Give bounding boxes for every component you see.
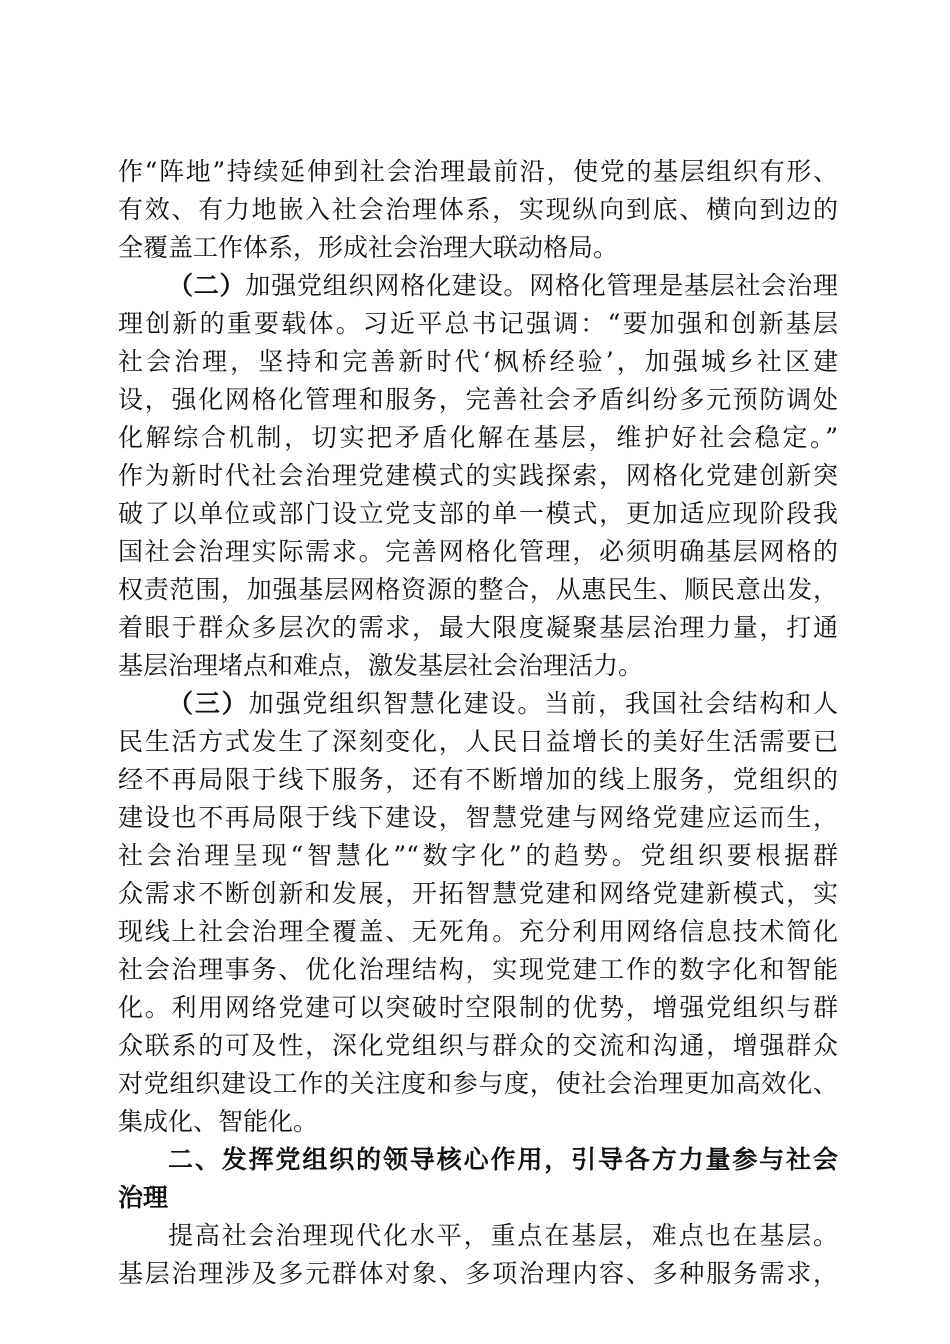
paragraph-line: 全覆盖工作体系，形成社会治理大联动格局。: [118, 233, 619, 262]
paragraph-line: 集成化、智能化。: [118, 1107, 319, 1136]
paragraph-line: 社会治理事务、优化治理结构，实现党建工作的数字化和智能: [118, 955, 838, 984]
paragraph-line: 权责范围，加强基层网格资源的整合，从惠民生、顺民意出发，: [118, 575, 838, 604]
paragraph-line: 基层治理涉及多元群体对象、多项治理内容、多种服务需求，: [118, 1259, 838, 1288]
paragraph-line: 经不再局限于线下服务，还有不断增加的线上服务，党组织的: [118, 765, 838, 794]
section-heading-continued: 治理: [118, 1183, 169, 1212]
paragraph-line: 众需求不断创新和发展，开拓智慧党建和网络党建新模式，实: [118, 879, 838, 908]
paragraph-line: 国社会治理实际需求。完善网格化管理，必须明确基层网格的: [118, 537, 838, 566]
paragraph-line: 基层治理堵点和难点，激发基层社会治理活力。: [118, 651, 644, 680]
subsection-three-first-line: [168, 684, 838, 724]
paragraph-line: 设，强化网格化管理和服务，完善社会矛盾纠纷多元预防调处: [118, 385, 838, 414]
paragraph-line: 众联系的可及性，深化党组织与群众的交流和沟通，增强群众: [118, 1031, 838, 1060]
paragraph-line: 理创新的重要载体。习近平总书记强调：“要加强和创新基层: [118, 309, 838, 338]
paragraph-line: 着眼于群众多层次的需求，最大限度凝聚基层治理力量，打通: [118, 613, 838, 642]
paragraph-line: 民生活方式发生了深刻变化，人民日益增长的美好生活需要已: [118, 727, 838, 756]
subsection-three-marker: （三）: [168, 689, 249, 718]
paragraph-line: 作“阵地”持续延伸到社会治理最前沿，使党的基层组织有形、: [118, 157, 838, 186]
paragraph-line: 破了以单位或部门设立党支部的单一模式，更加适应现阶段我: [118, 499, 838, 528]
subsection-three-lead: 加强党组织智慧化建设。当前，我国社会结构和人: [248, 689, 838, 718]
subsection-two-first-line: [168, 266, 838, 306]
paragraph-line: 化。利用网络党建可以突破时空限制的优势，增强党组织与群: [118, 993, 838, 1022]
subsection-two-lead: 加强党组织网格化建设。网格化管理是基层社会治理: [245, 271, 838, 300]
section-heading: 二、发挥党组织的领导核心作用，引导各方力量参与社会: [168, 1145, 838, 1174]
paragraph-line: 社会治理，坚持和完善新时代‘枫桥经验’，加强城乡社区建: [118, 347, 838, 376]
subsection-two-marker: （二）: [168, 271, 246, 300]
paragraph-line: 社会治理呈现“智慧化”“数字化”的趋势。党组织要根据群: [118, 841, 838, 870]
paragraph-line: 建设也不再局限于线下建设，智慧党建与网络党建应运而生，: [118, 803, 838, 832]
paragraph-line: 提高社会治理现代化水平，重点在基层，难点也在基层。: [168, 1221, 838, 1250]
paragraph-line: 作为新时代社会治理党建模式的实践探索，网格化党建创新突: [118, 461, 838, 490]
paragraph-line: 有效、有力地嵌入社会治理体系，实现纵向到底、横向到边的: [118, 195, 838, 224]
paragraph-line: 对党组织建设工作的关注度和参与度，使社会治理更加高效化、: [118, 1069, 838, 1098]
paragraph-line: 现线上社会治理全覆盖、无死角。充分利用网络信息技术简化: [118, 917, 838, 946]
paragraph-line: 化解综合机制，切实把矛盾化解在基层，维护好社会稳定。”: [118, 423, 838, 452]
